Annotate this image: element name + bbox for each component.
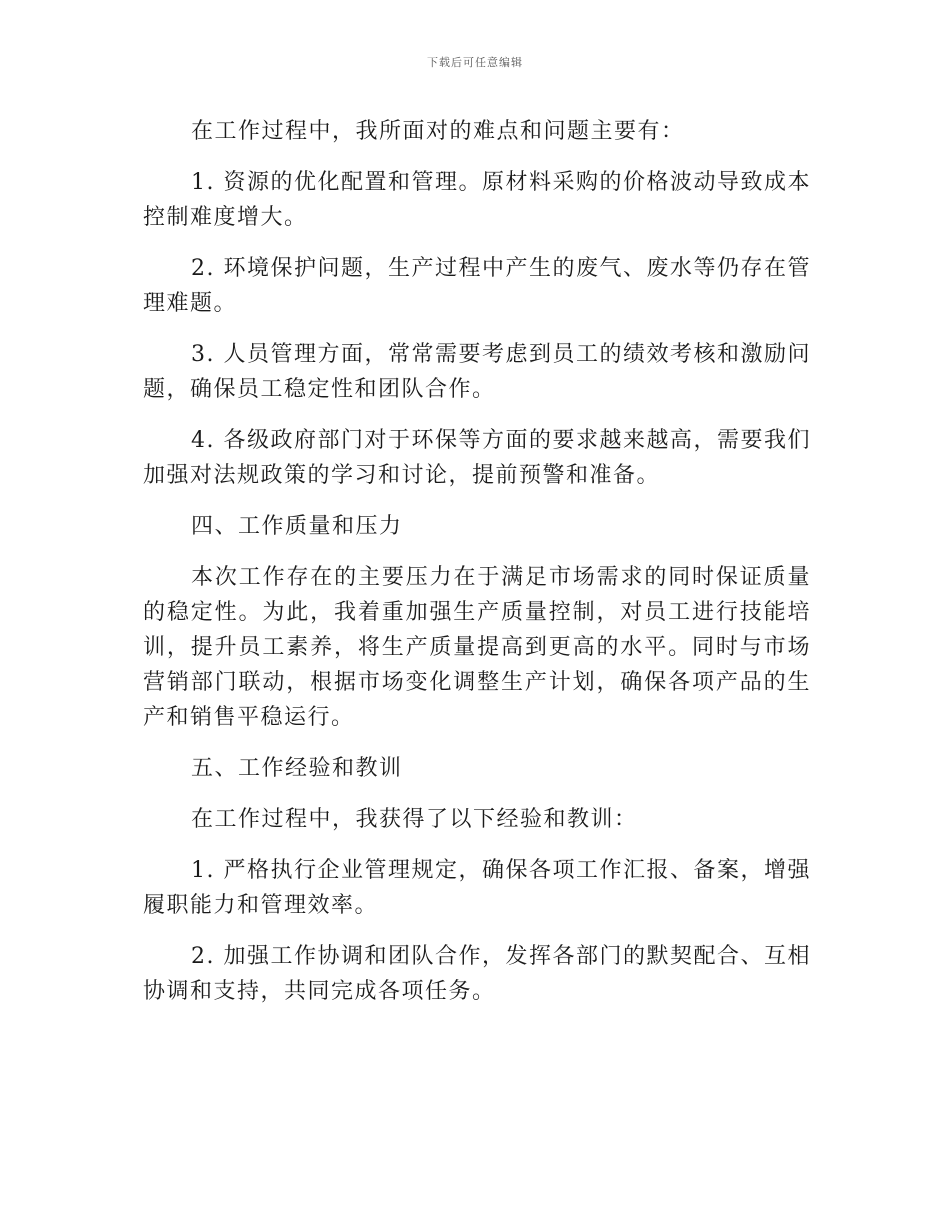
section-heading-experience: 五、工作经验和教训	[191, 756, 403, 781]
difficulty-item-2: 2. 环境保护问题，生产过程中产生的废气、废水等仍存在管理难题。	[143, 256, 811, 316]
experience-item-2: 2. 加强工作协调和团队合作，发挥各部门的默契配合、互相协调和支持，共同完成各项任务。	[143, 944, 811, 1004]
difficulty-item-1: 1. 资源的优化配置和管理。原材料采购的价格波动导致成本控制难度增大。	[143, 170, 811, 230]
quality-paragraph: 本次工作存在的主要压力在于满足市场需求的同时保证质量的稳定性。为此，我着重加强生产质量控制，对员工进行技能培训，提升员工素养，将生产质量提高到更高的水平。同时与市场营销部门联动，根据市场变化调整生产计划，确保各项产品的生产和销售平稳运行。	[143, 565, 811, 730]
page-header: 下载后可任意编辑	[427, 56, 523, 69]
difficulty-item-3: 3. 人员管理方面，常常需要考虑到员工的绩效考核和激励问题，确保员工稳定性和团队合作。	[143, 342, 811, 402]
intro-experience: 在工作过程中，我获得了以下经验和教训：	[191, 807, 638, 832]
experience-item-1: 1. 严格执行企业管理规定，确保各项工作汇报、备案，增强履职能力和管理效率。	[143, 858, 811, 918]
document-body	[143, 114, 811, 1025]
section-heading-quality: 四、工作质量和压力	[191, 514, 403, 539]
difficulty-item-4: 4. 各级政府部门对于环保等方面的要求越来越高，需要我们加强对法规政策的学习和讨论，提前预警和准备。	[143, 428, 811, 488]
intro-difficulties: 在工作过程中，我所面对的难点和问题主要有：	[191, 119, 685, 144]
